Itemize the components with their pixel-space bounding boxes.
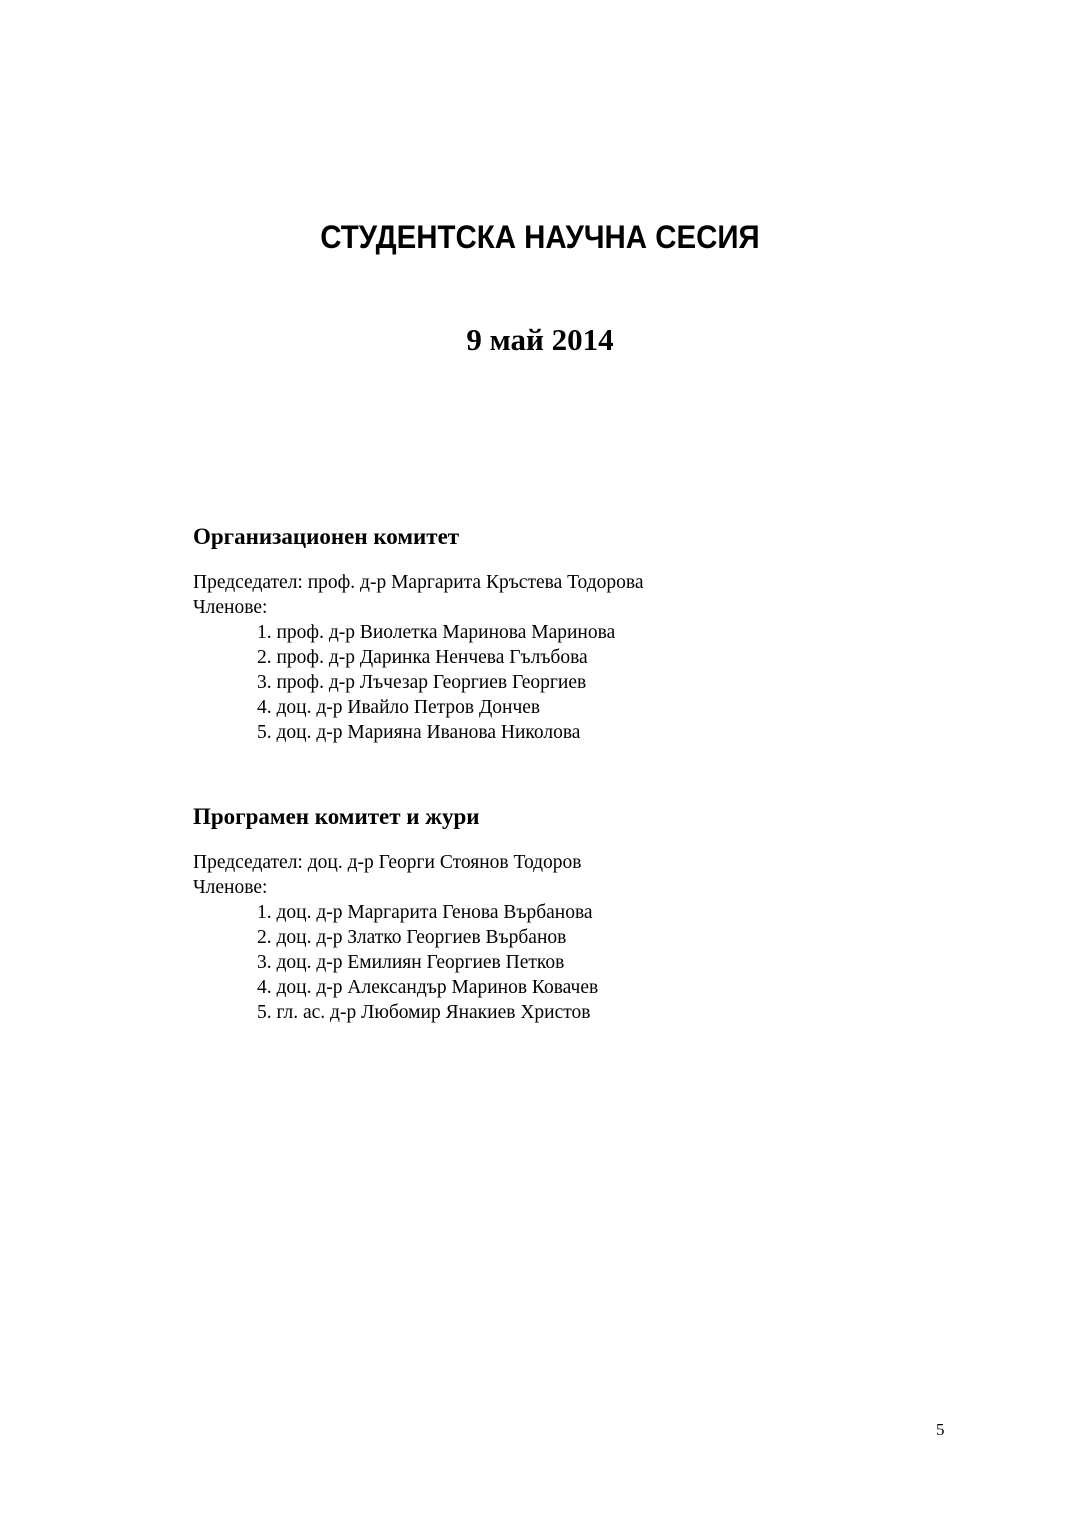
member-item: 5. доц. д-р Марияна Иванова Николова	[257, 722, 581, 743]
member-item: 5. гл. ас. д-р Любомир Янакиев Христов	[257, 1002, 591, 1023]
program-committee-members-label: Членове:	[193, 877, 268, 898]
document-title: СТУДЕНТСКА НАУЧНА СЕСИЯ	[320, 219, 760, 255]
member-item: 3. проф. д-р Лъчезар Георгиев Георгиев	[257, 672, 587, 693]
member-item: 4. доц. д-р Александър Маринов Ковачев	[257, 977, 599, 998]
member-item: 2. доц. д-р Златко Георгиев Върбанов	[257, 927, 567, 948]
organizing-committee-members-list	[193, 620, 953, 745]
program-committee-members-list	[193, 900, 953, 1025]
organizing-committee-members-label: Членове:	[193, 597, 268, 618]
organizing-committee-heading: Организационен комитет	[193, 524, 460, 549]
member-item: 2. проф. д-р Даринка Ненчева Гълъбова	[257, 647, 588, 668]
member-item: 4. доц. д-р Ивайло Петров Дончев	[257, 697, 541, 718]
program-committee-heading: Програмен комитет и жури	[193, 804, 480, 829]
session-date: 9 май 2014	[466, 322, 614, 357]
member-item: 3. доц. д-р Емилиян Георгиев Петков	[257, 952, 565, 973]
member-item: 1. доц. д-р Маргарита Генова Върбанова	[257, 902, 593, 923]
organizing-committee-section	[193, 520, 953, 745]
page-number: 5	[936, 1420, 945, 1439]
organizing-committee-chair: Председател: проф. д-р Маргарита Кръстева Тодорова	[193, 572, 644, 593]
member-item: 1. проф. д-р Виолетка Маринова Маринова	[257, 622, 616, 643]
program-committee-chair: Председател: доц. д-р Георги Стоянов Тодоров	[193, 852, 582, 873]
program-committee-section	[193, 800, 953, 1025]
